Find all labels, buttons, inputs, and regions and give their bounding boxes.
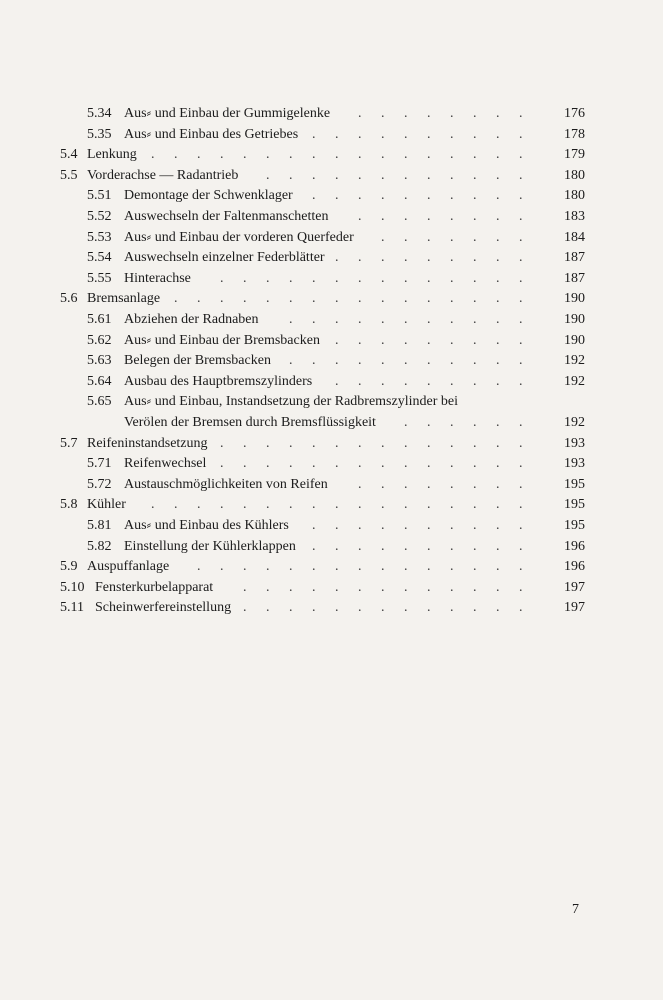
toc-leader-dots: . . . . . . . . .: [335, 332, 523, 348]
toc-entry: [0, 392, 663, 412]
toc-entry-page: 192: [564, 373, 585, 389]
toc-entry-number: 5.35: [87, 126, 112, 142]
toc-leader-dots: . . . . . . . .: [358, 106, 523, 121]
toc-leader-dots: . . . . . . . . . .: [312, 126, 523, 142]
toc-entry-page: 190: [564, 312, 585, 327]
toc-entry: [0, 578, 663, 598]
toc-leader-dots: . . . . . .: [404, 415, 523, 430]
toc-entry-page: 184: [564, 229, 585, 245]
toc-leader-dots: . . . . . . . . . . . . .: [243, 600, 523, 616]
toc-entry-number: 5.7: [60, 435, 78, 451]
toc-entry-page: 183: [564, 209, 585, 224]
toc-entry-page: 180: [564, 188, 585, 204]
toc-entry-title: Aus⸗ und Einbau der vorderen Querfeder: [124, 229, 354, 245]
toc-leader-dots: . . . . . . . . . . .: [289, 353, 523, 369]
toc-leader-dots: . . . . . . . . . . . .: [266, 167, 523, 183]
toc-entry: [0, 351, 663, 371]
toc-entry-page: 187: [564, 270, 585, 286]
toc-entry-page: 197: [564, 600, 585, 616]
toc-entry-number: 5.65: [87, 394, 112, 410]
toc-entry-title: Lenkung: [87, 147, 137, 163]
toc-entry: [0, 104, 663, 124]
toc-entry-title: Auswechseln einzelner Federblätter: [124, 250, 325, 266]
toc-leader-dots: . . . . . . . . . . . . . .: [220, 270, 523, 286]
toc-entry-title: Kühler: [87, 497, 126, 513]
toc-entry-number: 5.11: [60, 600, 84, 616]
toc-entry-title: Aus⸗ und Einbau des Kühlers: [124, 518, 289, 533]
toc-leader-dots: . . . . . . .: [381, 229, 523, 245]
toc-entry-title: Auspuffanlage: [87, 559, 170, 575]
toc-entry-page: 193: [564, 456, 585, 472]
toc-leader-dots: . . . . . . . . . .: [312, 188, 523, 204]
toc-entry-number: 5.34: [87, 106, 112, 121]
toc-entry: [0, 413, 663, 433]
toc-entry: [0, 331, 663, 351]
toc-entry: [0, 269, 663, 289]
toc-entry: [0, 289, 663, 309]
toc-entry-number: 5.64: [87, 373, 112, 389]
toc-entry-number: 5.54: [87, 250, 112, 266]
toc-leader-dots: . . . . . . . . . . . . . .: [220, 456, 523, 472]
toc-entry-title: Hinterachse: [124, 270, 191, 286]
toc-leader-dots: . . . . . . . . . . . . . . .: [197, 559, 523, 575]
toc-entry-page: 190: [564, 291, 585, 307]
toc-entry: [0, 475, 663, 495]
toc-entry-title: Einstellung der Kühlerklappen: [124, 538, 296, 554]
toc-entry-title: Verölen der Bremsen durch Bremsflüssigkeit: [124, 415, 376, 430]
toc-entry-number: 5.10: [60, 579, 85, 595]
toc-entry-title: Scheinwerfereinstellung: [95, 600, 232, 616]
toc-entry: [0, 310, 663, 330]
toc-leader-dots: . . . . . . . . . . . . . . . . .: [151, 147, 523, 163]
toc-entry-title: Ausbau des Hauptbremszylinders: [124, 373, 313, 389]
toc-entry-page: 195: [564, 476, 585, 492]
toc-entry-title: Aus⸗ und Einbau der Gummigelenke: [124, 106, 331, 121]
toc-entry-page: 192: [564, 353, 585, 369]
toc-entry-number: 5.5: [60, 167, 78, 183]
toc-entry-title: Aus⸗ und Einbau des Getriebes: [124, 126, 299, 142]
toc-entry-page: 196: [564, 538, 585, 554]
toc-entry-title: Fensterkurbelapparat: [95, 579, 214, 595]
toc-leader-dots: . . . . . . . .: [358, 476, 523, 492]
toc-leader-dots: . . . . . . . . . . . . . . . . .: [151, 497, 523, 513]
toc-entry-title: Vorderachse — Radantrieb: [87, 167, 239, 183]
toc-entry: [0, 248, 663, 268]
toc-entry-number: 5.72: [87, 476, 112, 492]
toc-entry-page: 195: [564, 497, 585, 513]
toc-entry-number: 5.63: [87, 353, 112, 369]
toc-entry-number: 5.81: [87, 518, 112, 533]
toc-entry: [0, 145, 663, 165]
toc-leader-dots: . . . . . . . . . . . . . .: [220, 435, 523, 451]
toc-entry-number: 5.55: [87, 270, 112, 286]
toc-entry-number: 5.51: [87, 188, 112, 204]
toc-entry-number: 5.62: [87, 332, 112, 348]
toc-entry-number: 5.6: [60, 291, 78, 307]
toc-entry-title: Reifeninstandsetzung: [87, 435, 208, 451]
toc-entry: [0, 125, 663, 145]
toc-entry-number: 5.4: [60, 147, 78, 163]
toc-leader-dots: . . . . . . . . . . . . . . . .: [174, 291, 523, 307]
toc-leader-dots: . . . . . . . . . . . . .: [243, 579, 523, 595]
toc-entry-number: 5.52: [87, 209, 112, 224]
toc-entry-number: 5.82: [87, 538, 112, 554]
toc-entry-page: 195: [564, 518, 585, 533]
toc-entry-title: Aus⸗ und Einbau, Instandsetzung der Radbremszylinder bei: [124, 394, 458, 410]
toc-entry-page: 192: [564, 415, 585, 430]
toc-entry-number: 5.71: [87, 456, 112, 472]
toc-entry-page: 190: [564, 332, 585, 348]
toc-leader-dots: . . . . . . . . . .: [312, 538, 523, 554]
toc-leader-dots: . . . . . . . . .: [335, 250, 523, 266]
toc-entry-page: 179: [564, 147, 585, 163]
toc-entry: [0, 598, 663, 618]
toc-entry: [0, 516, 663, 536]
toc-entry: [0, 186, 663, 206]
toc-entry-number: 5.8: [60, 497, 78, 513]
toc-entry-page: 180: [564, 167, 585, 183]
toc-entry-page: 193: [564, 435, 585, 451]
toc-entry-title: Abziehen der Radnaben: [124, 312, 259, 327]
toc-entry-number: 5.61: [87, 312, 112, 327]
toc-entry-title: Bremsanlage: [87, 291, 161, 307]
toc-leader-dots: . . . . . . . .: [358, 209, 523, 224]
toc-leader-dots: . . . . . . . . .: [335, 373, 523, 389]
toc-entry: [0, 454, 663, 474]
toc-entry: [0, 166, 663, 186]
toc-entry-page: 187: [564, 250, 585, 266]
toc-leader-dots: . . . . . . . . . . .: [289, 312, 523, 327]
toc-entry-title: Auswechseln der Faltenmanschetten: [124, 209, 329, 224]
toc-entry-number: 5.9: [60, 559, 78, 575]
toc-entry-page: 176: [564, 106, 585, 121]
toc-entry: [0, 228, 663, 248]
toc-entry: [0, 207, 663, 227]
toc-entry-title: Aus⸗ und Einbau der Bremsbacken: [124, 332, 320, 348]
toc-entry: [0, 434, 663, 454]
toc-entry-page: 178: [564, 126, 585, 142]
toc-entry: [0, 495, 663, 515]
toc-entry-page: 197: [564, 579, 585, 595]
toc-entry: [0, 372, 663, 392]
toc-entry: [0, 537, 663, 557]
toc-entry-title: Austauschmöglichkeiten von Reifen: [124, 476, 328, 492]
toc-entry: [0, 557, 663, 577]
toc-entry-title: Demontage der Schwenklager: [124, 188, 293, 204]
page-number: 7: [572, 902, 579, 917]
toc-entry-title: Reifenwechsel: [124, 456, 207, 472]
toc-entry-title: Belegen der Bremsbacken: [124, 353, 271, 369]
toc-entry-number: 5.53: [87, 229, 112, 245]
toc-leader-dots: . . . . . . . . . .: [312, 518, 523, 533]
toc-entry-page: 196: [564, 559, 585, 575]
